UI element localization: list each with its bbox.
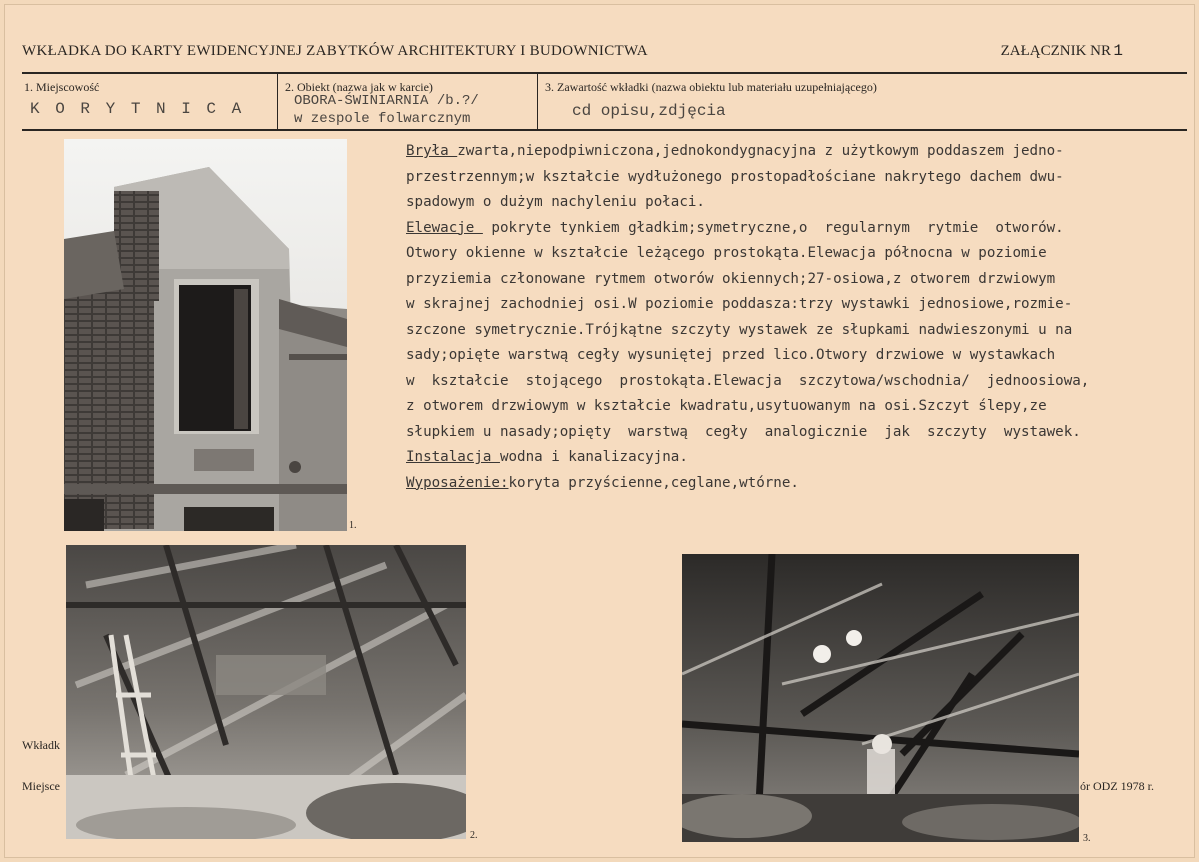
footer-form-reference: ór ODZ 1978 r. [1080,779,1154,793]
description-line [406,445,1194,471]
description-segment: wodna i kanalizacyjna. [499,449,688,465]
description-heading: Instalacja [406,449,500,465]
description-segment: Otwory okienne w kształcie leżącego prostokąta.Elewacja północna w poziomie [406,245,1047,261]
photo-1-image [64,139,347,531]
contents-value: cd opisu,zdjęcia [572,102,726,120]
description-segment: przyziemia członowane rytmem otworów okiennych;27-osiowa,z otworem drzwiowym [406,270,1056,287]
photo-2 [66,545,466,839]
description-line [406,190,1194,216]
description-heading: Elewacje [406,219,483,236]
photo-2-image [66,545,466,839]
card-title: WKŁADKA DO KARTY EWIDENCYJNEJ ZABYTKÓW ARCHITEKTURY I BUDOWNICTWA [22,43,648,59]
object-label: 2. Obiekt (nazwa jak w karcie) [285,80,433,94]
description-text [406,139,1194,496]
description-segment: szczone symetrycznie.Trójkątne szczyty wystawek ze słupkami nadwieszonymi u na [406,321,1073,338]
annex-label: ZAŁĄCZNIK NR [1000,43,1111,59]
object-value-line2: w zespole folwarcznym [294,111,471,127]
description-segment: zwarta,niepodpiwniczona,jednokondygnacyjna z użytkowym poddaszem jedno- [457,143,1064,159]
object-value-line1: OBORA-ŚWINIARNIA /b.?/ [294,93,479,109]
description-line [406,292,1194,318]
locality-value: K O R Y T N I C A [30,100,245,118]
photo-3-image [682,554,1079,842]
header-rule [22,72,1187,74]
footer-place-label: Miejsce [22,779,60,793]
contents-label: 3. Zawartość wkładki (nazwa obiektu lub materiału uzupełniającego) [545,80,877,94]
description-line [406,318,1194,344]
description-heading: Wyposażenie: [406,474,509,491]
description-line [406,139,1194,165]
field-divider-1 [277,74,278,130]
description-line [406,165,1194,191]
description-segment: w kształcie stojącego prostokąta.Elewacja szczytowa/wschodnia/ jednoosiowa, [406,372,1090,389]
photo-3 [682,554,1079,842]
description-line [406,216,1194,242]
description-segment: pokryte tynkiem gładkim;symetryczne,o regularnym rytmie otworów. [482,219,1064,236]
photo-1-number: 1. [349,520,357,531]
footer-insert-label: Wkładk [22,738,60,752]
description-segment: w skrajnej zachodniej osi.W poziomie poddasza:trzy wystawki jednosiowe,rozmie- [406,296,1073,312]
description-segment: spadowym o dużym nachyleniu połaci. [406,194,705,210]
photo-3-number: 3. [1083,833,1091,844]
annex-number: 1 [1113,42,1123,60]
description-line [406,241,1194,267]
description-line [406,343,1194,369]
description-segment: sady;opięte warstwą cegły wysuniętej przed lico.Otwory drzwiowe w wystawkach [406,347,1056,363]
photo-1 [64,139,347,531]
photo-2-number: 2. [470,830,478,841]
fields-bottom-rule [22,129,1187,131]
description-segment: przestrzennym;w kształcie wydłużonego prostopadłościane nakrytego dachem dwu- [406,168,1064,185]
locality-label: 1. Miejscowość [24,80,100,94]
description-line [406,267,1194,293]
field-divider-2 [537,74,538,130]
description-line [406,369,1194,395]
description-segment: z otworem drzwiowym w kształcie kwadratu,usytuowanym na osi.Szczyt ślepy,ze [406,398,1047,414]
description-line [406,420,1194,446]
description-line [406,394,1194,420]
description-heading: Bryła [406,143,458,159]
description-segment: koryta przyścienne,ceglane,wtórne. [508,474,799,491]
description-line [406,471,1194,497]
description-segment: słupkiem u nasady;opięty warstwą cegły analogicznie jak szczyty wystawek. [406,423,1081,440]
